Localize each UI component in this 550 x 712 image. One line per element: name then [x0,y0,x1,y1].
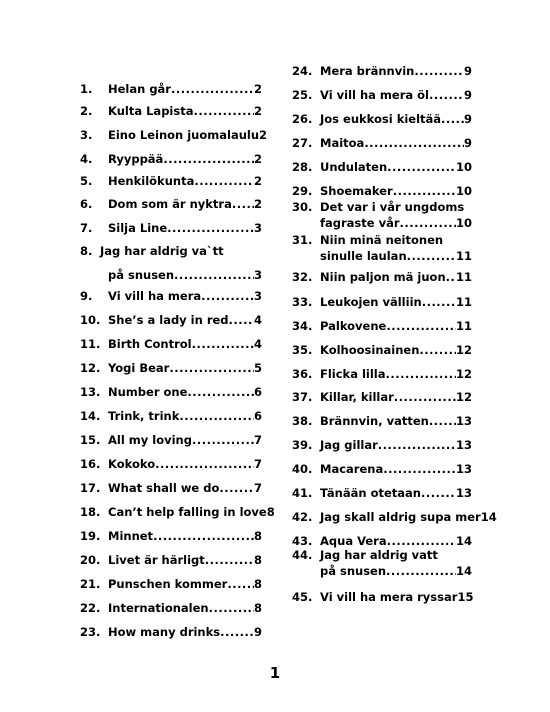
toc-entry [292,367,472,383]
toc-entry-title: Kulta Lapista [108,104,194,118]
toc-entry-line [108,268,262,282]
toc-entry [80,244,262,292]
toc-entry-title: Minnet [108,529,154,543]
toc-entry-line [320,343,472,357]
dot-leader [155,457,254,471]
toc-entry-number: 8. [80,244,93,258]
toc-entry-number: 17. [80,481,101,495]
dot-leader [429,88,464,102]
toc-entry-page: 8 [253,601,262,615]
dot-leader [387,534,456,548]
dot-leader [193,104,254,118]
toc-entry-title: Brännvin, vatten [320,414,429,428]
toc-entry-page: 9 [463,64,472,78]
toc-entry-page: 12 [455,367,472,381]
toc-entry-number: 2. [80,104,93,118]
dot-leader [400,216,456,230]
toc-entry-page: 2 [253,197,262,211]
page-number: 1 [269,664,281,682]
toc-entry-title: Ryyppää [108,152,164,166]
toc-entry-title: Kokoko [108,457,156,471]
toc-entry-page: 2 [253,152,262,166]
toc-entry [292,486,472,502]
toc-entry-title: Vi vill ha mera öl [320,88,429,102]
toc-entry [292,438,472,454]
toc-entry-title: Shoemaker [320,184,393,198]
toc-entry [80,361,262,385]
dot-leader [386,564,456,578]
toc-entry-line [320,548,472,562]
toc-entry-title: Jag har aldrig va`tt [100,244,224,258]
toc-entry-number: 16. [80,457,101,471]
toc-entry-title: Kolhoosinainen [320,343,420,357]
toc-entry [80,481,262,505]
toc-entry [292,200,472,232]
toc-entry-line [320,367,472,381]
toc-entry [80,128,268,152]
dot-leader [422,295,456,309]
dot-leader [378,438,456,452]
toc-entry-title: Eino Leinon juomalaulu [108,128,260,142]
dot-leader [407,249,456,263]
dot-leader [163,152,254,166]
toc-entry [80,174,262,198]
toc-entry-number: 22. [80,601,101,615]
toc-entry-number: 25. [292,88,313,102]
toc-entry [80,601,262,625]
dot-leader [153,529,254,543]
toc-entry-title: på snusen [108,268,175,282]
toc-entry-page: 7 [253,457,262,471]
toc-entry-line [108,197,262,211]
toc-entry-title: Helan går [108,82,171,96]
toc-entry-page: 7 [253,433,262,447]
toc-entry-line [108,128,268,142]
toc-entry [80,409,262,433]
toc-entry-title: Jag har aldrig vatt [320,548,438,562]
toc-entry-title: Can’t help falling in love [108,505,267,519]
toc-entry [80,577,262,601]
toc-entry-line [108,104,262,118]
toc-entry-page: 12 [455,343,472,357]
toc-entry [292,462,472,478]
toc-entry-number: 19. [80,529,101,543]
toc-entry-line [320,112,472,126]
toc-entry-title: Yogi Bear [108,361,170,375]
toc-entry-page: 11 [455,295,472,309]
toc-entry-line [320,249,472,263]
toc-entry-number: 43. [292,534,313,548]
toc-entry-number: 33. [292,295,313,309]
dot-leader [387,160,456,174]
toc-entry-number: 27. [292,136,313,150]
toc-entry-line [108,433,262,447]
toc-entry-number: 30. [292,200,313,214]
toc-entry-number: 42. [292,510,313,524]
dot-leader [232,197,254,211]
toc-entry-page: 3 [253,268,262,282]
toc-entry-title: Birth Control [108,337,192,351]
toc-entry [80,104,262,128]
dot-leader [441,112,464,126]
toc-entry-line [108,577,262,591]
toc-entry-number: 21. [80,577,101,591]
toc-entry-number: 31. [292,233,313,247]
toc-entry-number: 23. [80,625,101,639]
toc-entry-number: 32. [292,270,313,284]
toc-entry-number: 39. [292,438,313,452]
toc-entry [292,590,472,606]
toc-entry [292,295,472,311]
toc-entry-line [320,590,472,604]
toc-entry [292,233,472,265]
dot-leader [421,486,456,500]
toc-entry [80,337,262,361]
toc-entry-number: 29. [292,184,313,198]
toc-entry-line [108,409,262,423]
toc-entry [292,88,472,104]
toc-entry-line [320,88,472,102]
toc-entry-line [320,390,472,404]
toc-entry-page: 2 [259,128,268,142]
toc-entry-line [108,152,262,166]
toc-entry-page: 13 [455,462,472,476]
toc-entry [80,385,262,409]
toc-entry-line [320,136,472,150]
toc-entry-line [320,270,472,284]
toc-entry-page: 9 [253,625,262,639]
toc-entry-title: Mera brännvin [320,64,415,78]
dot-leader [205,553,254,567]
toc-entry-line [108,505,275,519]
toc-entry-title: She’s a lady in red [108,313,229,327]
toc-entry-page: 14 [455,564,472,578]
toc-entry-line [100,244,262,258]
toc-entry-title: Trink, trink [108,409,180,423]
dot-leader [187,385,254,399]
toc-entry [292,184,472,200]
toc-entry-line [108,553,262,567]
toc-entry-title: Number one [108,385,188,399]
toc-entry-page: 11 [455,270,472,284]
toc-entry-line [108,337,262,351]
toc-entry-page: 13 [455,414,472,428]
toc-entry-page: 8 [253,577,262,591]
toc-entry-number: 24. [292,64,313,78]
toc-entry-title: Jos eukkosi kieltää [320,112,442,126]
toc-entry-title: Aqua Vera [320,534,387,548]
toc-entry-number: 3. [80,128,93,142]
dot-leader [446,270,456,284]
toc-entry-page: 2 [253,82,262,96]
toc-entry [80,197,262,221]
toc-entry-title: sinulle laulan [320,249,407,263]
toc-entry [292,136,472,152]
toc-entry [292,414,472,430]
toc-entry-line [320,216,472,230]
toc-entry-page: 8 [253,529,262,543]
toc-entry-line [108,601,262,615]
dot-leader [192,433,254,447]
toc-entry-number: 36. [292,367,313,381]
dot-leader [167,221,254,235]
toc-entry-title: Jag gillar [320,438,378,452]
toc-entry-line [108,289,262,303]
toc-entry-number: 14. [80,409,101,423]
toc-entry-page: 12 [455,390,472,404]
dot-leader [227,577,254,591]
toc-entry-page: 4 [253,313,262,327]
toc-entry-line [320,510,497,524]
toc-right-column [292,0,497,712]
toc-entry [80,529,262,553]
toc-entry-page: 3 [253,289,262,303]
dot-leader [414,64,464,78]
dot-leader [229,313,254,327]
dot-leader [209,601,254,615]
toc-entry-page: 8 [253,553,262,567]
toc-entry-number: 10. [80,313,101,327]
toc-entry [292,112,472,128]
toc-entry-page: 6 [253,409,262,423]
toc-entry-title: Niin paljon mä juon [320,270,446,284]
dot-leader [174,268,254,282]
toc-entry [292,548,472,580]
toc-entry-number: 26. [292,112,313,126]
dot-leader [386,319,456,333]
toc-entry-page: 15 [457,590,474,604]
toc-entry-line [108,82,262,96]
toc-entry-page: 6 [253,385,262,399]
toc-entry-page: 9 [463,112,472,126]
toc-entry-title: Leukojen välliin [320,295,422,309]
toc-entry-line [320,564,472,578]
toc-entry [80,82,262,106]
toc-entry [80,289,262,313]
toc-entry-line [108,529,262,543]
toc-entry [292,270,472,286]
dot-leader [219,481,254,495]
toc-entry-line [320,184,472,198]
toc-entry-line [108,625,262,639]
toc-entry-line [320,64,472,78]
toc-entry-title: Henkilökunta [108,174,195,188]
toc-entry-line [108,457,262,471]
toc-entry-line [320,462,472,476]
toc-entry [292,343,472,359]
toc-entry-number: 44. [292,548,313,562]
toc-entry-page: 3 [253,221,262,235]
toc-entry-page: 9 [463,88,472,102]
toc-entry-number: 40. [292,462,313,476]
toc-entry-page: 8 [266,505,275,519]
toc-entry-line [320,486,472,500]
toc-entry [292,319,472,335]
toc-entry-line [320,160,472,174]
toc-entry-number: 15. [80,433,101,447]
toc-entry-number: 13. [80,385,101,399]
toc-entry-line [108,221,262,235]
toc-entry-page: 14 [455,534,472,548]
toc-entry [292,510,497,526]
dot-leader [429,414,456,428]
toc-entry-title: Livet är härligt [108,553,205,567]
toc-entry-title: Silja Line [108,221,168,235]
dot-leader [201,289,254,303]
toc-entry-title: Flicka lilla [320,367,386,381]
dot-leader [220,625,254,639]
toc-entry [80,313,262,337]
toc-entry-title: Macarena [320,462,384,476]
toc-entry [80,152,262,176]
toc-entry-title: Det var i vår ungdoms [320,200,465,214]
toc-entry-title: How many drinks [108,625,221,639]
toc-entry-title: Maitoa [320,136,365,150]
toc-entry-number: 20. [80,553,101,567]
dot-leader [169,361,254,375]
dot-leader [192,337,254,351]
toc-entry-line [108,385,262,399]
toc-entry-number: 41. [292,486,313,500]
toc-entry-line [320,233,472,247]
dot-leader [179,409,254,423]
toc-entry-page: 11 [455,249,472,263]
toc-entry-number: 18. [80,505,101,519]
dot-leader [364,136,464,150]
toc-entry-page: 10 [455,184,472,198]
dot-leader [383,462,456,476]
toc-entry-number: 11. [80,337,101,351]
toc-entry-number: 12. [80,361,101,375]
toc-entry-number: 28. [292,160,313,174]
toc-entry-page: 9 [463,136,472,150]
toc-entry-number: 7. [80,221,93,235]
toc-entry-line [108,313,262,327]
toc-entry-page: 2 [253,174,262,188]
toc-entry-title: Undulaten [320,160,388,174]
dot-leader [419,343,456,357]
toc-entry-title: What shall we do [108,481,220,495]
toc-entry-title: Internationalen [108,601,209,615]
toc-entry-title: Niin minä neitonen [320,233,444,247]
dot-leader [386,367,456,381]
toc-entry-number: 6. [80,197,93,211]
toc-entry-title: Palkovene [320,319,387,333]
toc-entry-page: 10 [455,216,472,230]
toc-entry-number: 35. [292,343,313,357]
toc-entry-page: 4 [253,337,262,351]
toc-entry-line [108,174,262,188]
toc-left-column [80,0,275,712]
toc-entry-line [320,295,472,309]
toc-entry-page: 10 [455,160,472,174]
toc-entry-title: fagraste vår [320,216,400,230]
toc-entry-number: 1. [80,82,93,96]
toc-entry-title: Jag skall aldrig supa mer [320,510,481,524]
dot-leader [393,184,456,198]
toc-entry [80,221,262,245]
toc-entry-title: Vi vill ha mera ryssar [320,590,458,604]
toc-entry-title: All my loving [108,433,192,447]
toc-entry-line [320,438,472,452]
toc-entry-page: 14 [480,510,497,524]
toc-entry-page: 11 [455,319,472,333]
toc-entry-title: Killar, killar [320,390,394,404]
dot-leader [394,390,456,404]
toc-entry [80,553,262,577]
toc-entry-line [108,361,262,375]
toc-entry-line [320,414,472,428]
toc-entry-title: på snusen [320,564,387,578]
dot-leader [171,82,254,96]
toc-entry [80,505,275,529]
dot-leader [194,174,254,188]
toc-entry-title: Vi vill ha mera [108,289,202,303]
toc-entry-line [320,319,472,333]
toc-entry [80,625,262,649]
toc-entry-page: 2 [253,104,262,118]
toc-entry-page: 7 [253,481,262,495]
toc-entry-number: 37. [292,390,313,404]
toc-entry [292,64,472,80]
toc-entry-number: 45. [292,590,313,604]
toc-entry [80,433,262,457]
toc-entry-number: 5. [80,174,93,188]
toc-entry [292,160,472,176]
toc-entry-line [320,534,472,548]
toc-entry-page: 13 [455,438,472,452]
toc-entry-number: 34. [292,319,313,333]
toc-entry [292,390,472,406]
toc-entry-line [320,200,472,214]
toc-entry-title: Dom som är nyktra [108,197,232,211]
toc-entry-page: 5 [253,361,262,375]
toc-entry-number: 4. [80,152,93,166]
toc-entry-page: 13 [455,486,472,500]
toc-entry-title: Punschen kommer [108,577,228,591]
toc-entry-number: 38. [292,414,313,428]
toc-entry-line [108,481,262,495]
toc-entry-title: Tänään otetaan [320,486,421,500]
toc-entry [80,457,262,481]
toc-entry-number: 9. [80,289,93,303]
